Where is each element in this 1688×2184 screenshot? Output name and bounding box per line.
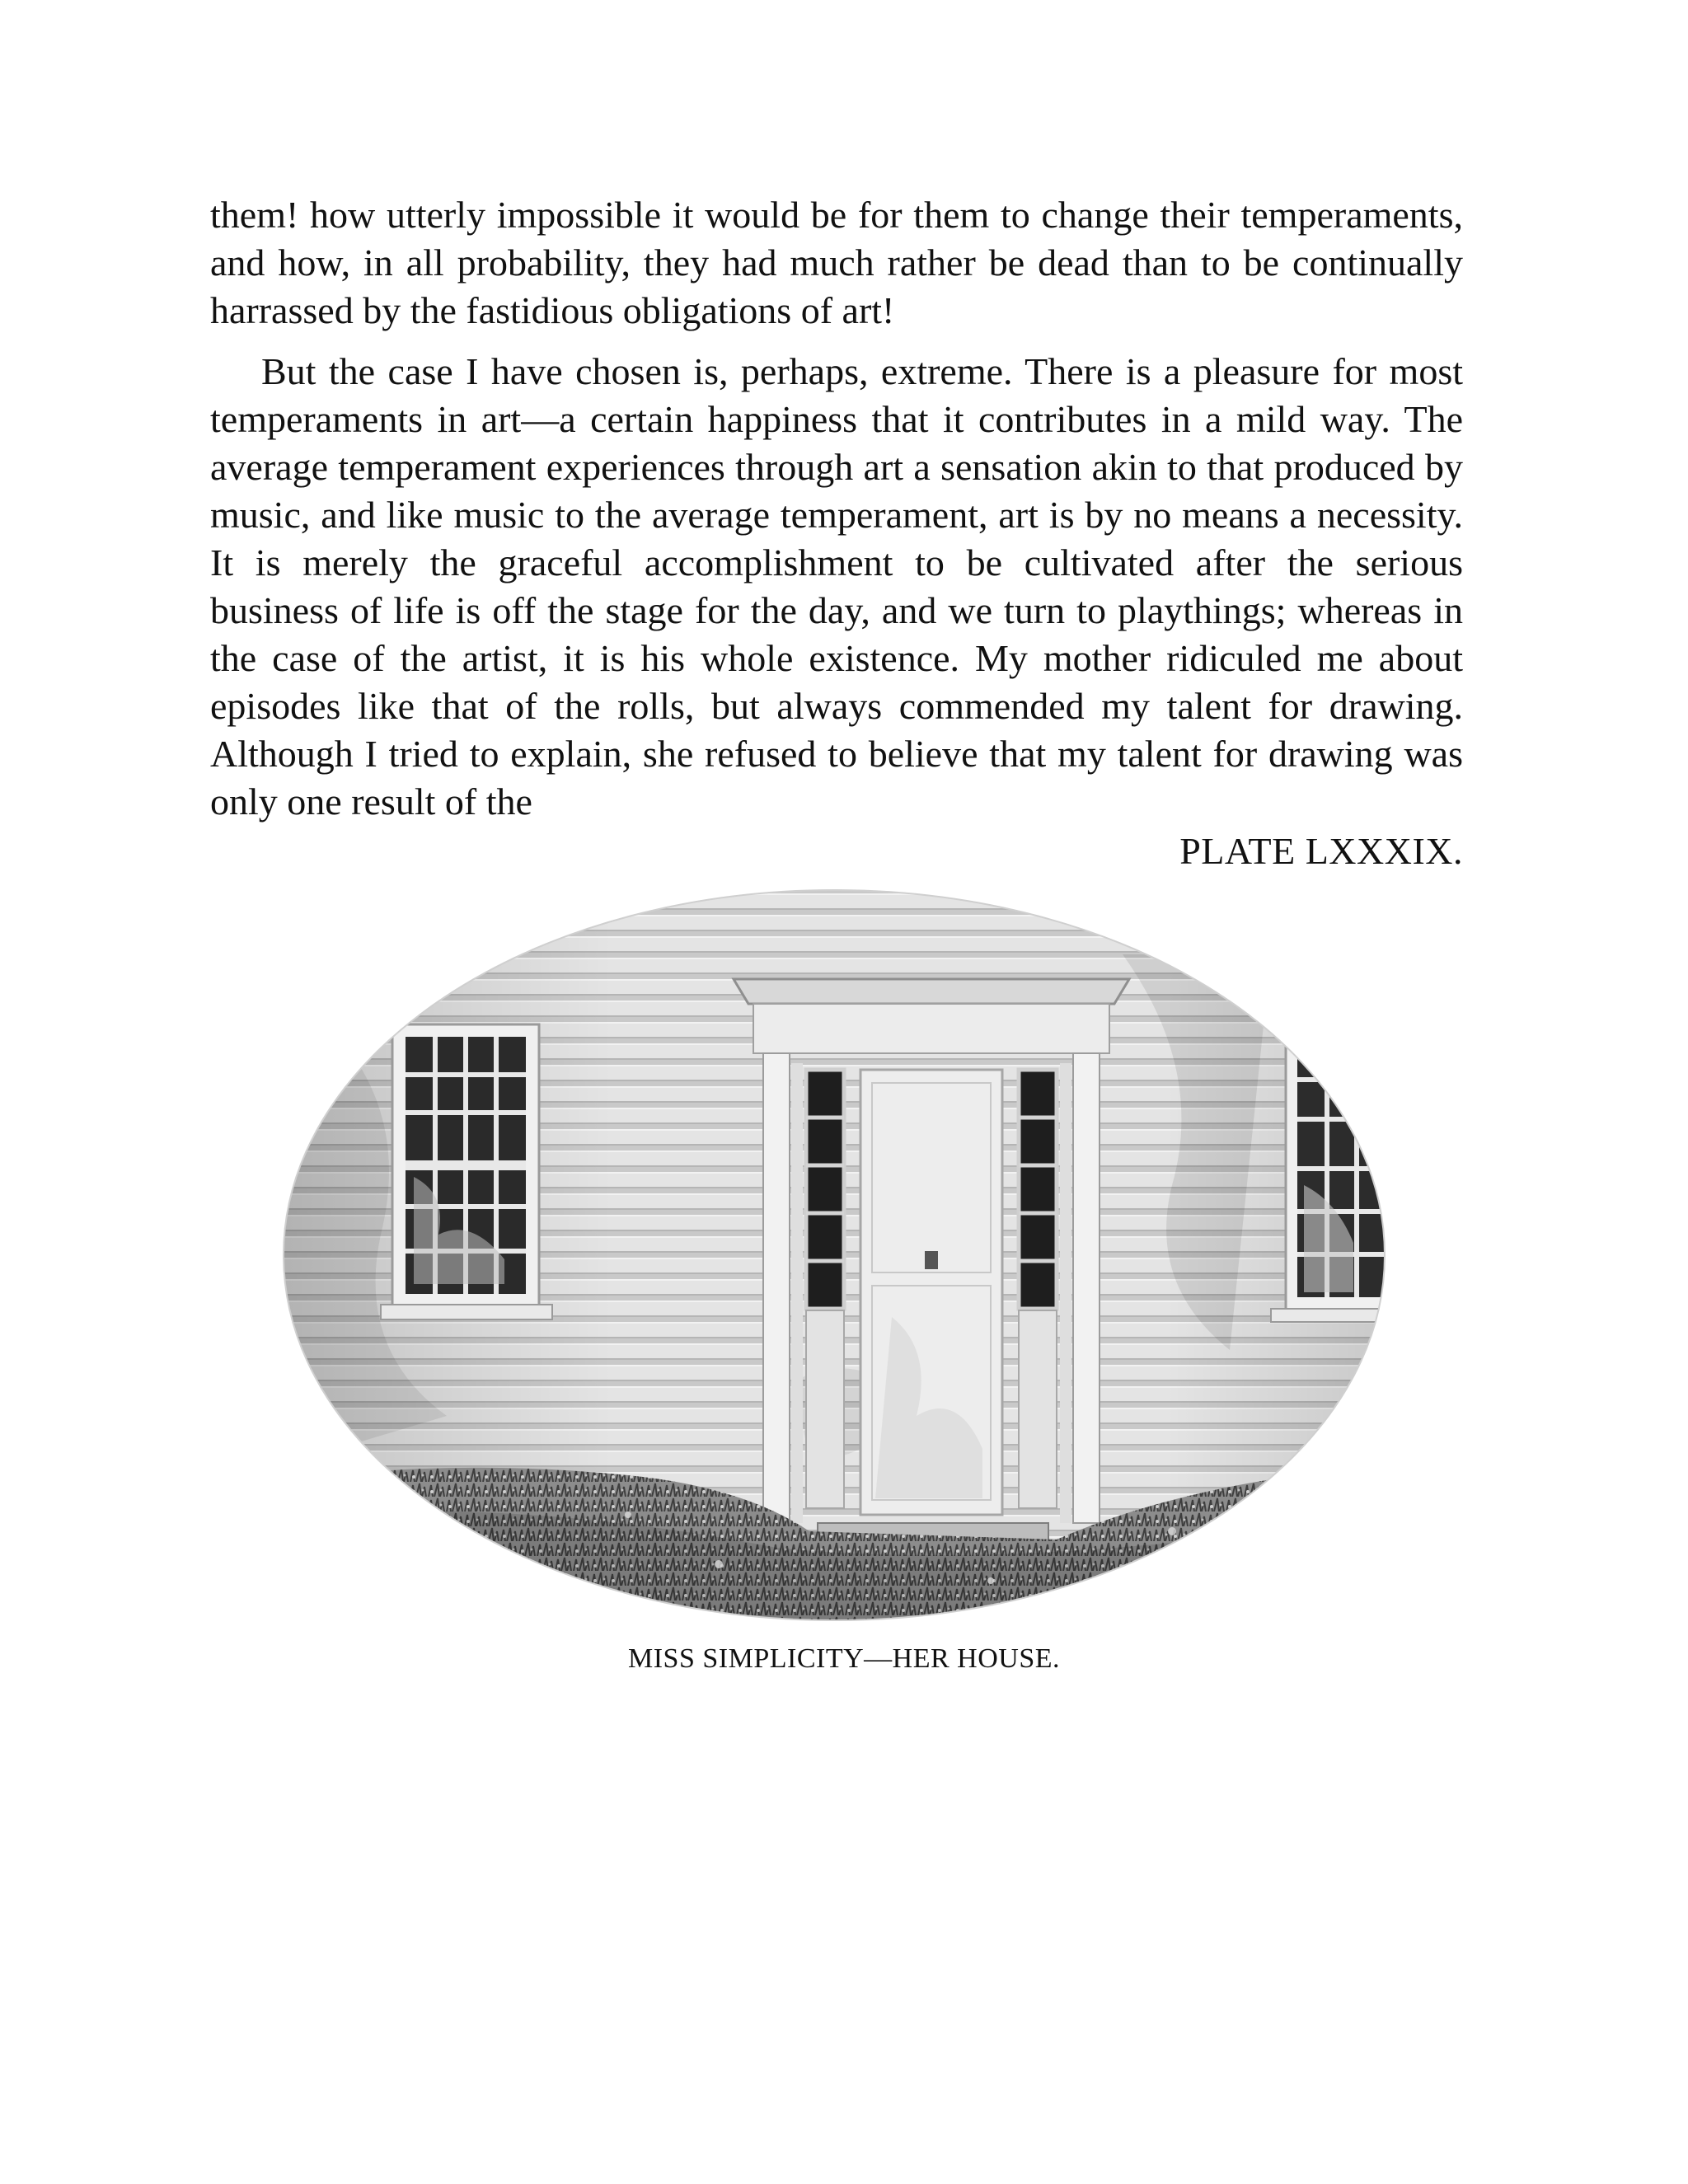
paragraph-1: them! how utterly impossible it would be for them to change their temperaments, and how, in all probability, they had much rather be dead than to be continually harrassed by the fastidious obligations of art! — [210, 194, 1463, 331]
plate-label: PLATE LXXXIX. — [1179, 830, 1463, 872]
plate-caption: MISS SIMPLICITY—HER HOUSE. — [628, 1643, 1060, 1674]
left-window — [381, 1024, 552, 1319]
paragraph-2: But the case I have chosen is, perhaps, extreme. There is a pleasure for most temperaments in art—a certain happiness that it contributes in a mild way. The average temperament experiences through art a sensation akin to that produced by music, and like music to the average temperament, art is by no means a necessity. It is merely the graceful accomplishment to be cultivated after the serious business of life is off the stage for the day, and we turn to playthings; whereas in the case of the artist, it is his whole existence. My mother ridiculed me about episodes like that of the rolls, but always commended my talent for drawing. Although I tried to explain, she refused to believe that my talent for drawing was only one result of the — [210, 350, 1463, 823]
plate-photograph — [282, 888, 1386, 1622]
body-text — [210, 191, 1463, 826]
right-window — [1271, 1030, 1386, 1322]
house-photo-illustration — [282, 888, 1386, 1622]
